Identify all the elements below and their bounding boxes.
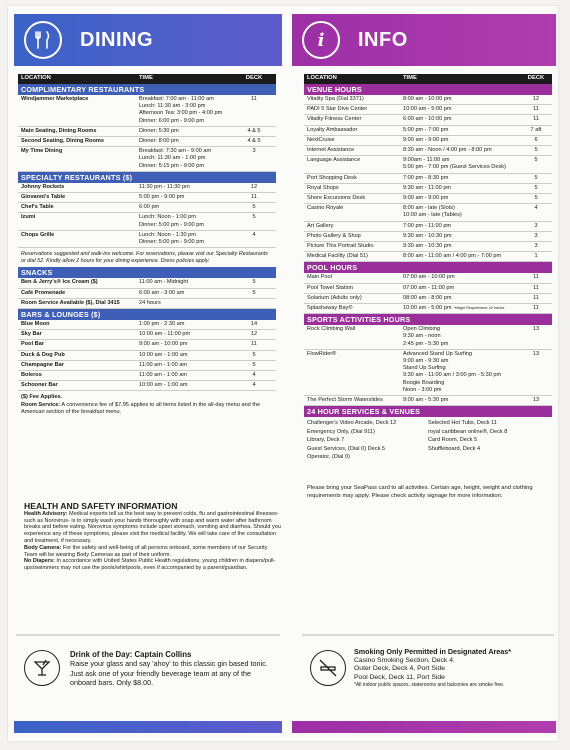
deck-header: DECK	[245, 75, 263, 82]
row-location: Internet Assistance	[307, 147, 355, 154]
specialty-note: Reservations suggested and walk-ins welcome. For reservations, please visit our Specialty Restaurants or dial 52. Kindly allow 2 hours for your dining experience. Dress policies apply.	[21, 251, 268, 264]
row-location: Main Seating, Dining Rooms	[21, 127, 97, 134]
row-deck: 11	[533, 305, 539, 312]
row-time: 07:00 am - 10:00 pm	[403, 274, 455, 281]
row-time: 7:00 pm - 8:30 pm	[403, 174, 449, 181]
row-deck: 13	[532, 350, 540, 357]
snacks-rows	[18, 278, 276, 309]
drink-of-day-box	[16, 634, 280, 724]
sports-section-title: SPORTS ACTIVITIES HOURS	[304, 314, 552, 325]
info-column	[304, 74, 552, 500]
sports-rows	[304, 325, 552, 406]
row-time: 9:00 am - 10:00 pm	[139, 341, 188, 348]
table-row	[18, 193, 276, 203]
info-banner	[292, 14, 556, 66]
service-item: Guest Services, (Dial 0) Deck 5	[307, 445, 386, 452]
row-deck: 3	[534, 232, 538, 239]
row-deck: 5	[252, 279, 256, 286]
row-time: Advanced Stand Up Surfing 9:00 am - 9:30 am Stand Up Surfing 9:30 am - 11:00 am / 3:00 pm - 5:30 pm Boogie Boarding Noon - 3:00 pm	[403, 350, 502, 393]
row-location: Blue Moon	[21, 321, 50, 328]
row-location: Rock Climbing Wall	[307, 326, 356, 333]
location-header: LOCATION	[21, 75, 51, 82]
row-deck: 5	[252, 361, 256, 368]
dining-banner	[14, 14, 282, 66]
cocktail-icon	[24, 650, 60, 686]
row-deck: 7 aft	[530, 126, 542, 133]
row-location: NextCruise	[307, 136, 335, 143]
table-row	[18, 361, 276, 371]
row-location: Vitality Spa (Dial 3371)	[307, 96, 364, 102]
row-location: Windjammer Marketplace	[21, 96, 89, 102]
service-item: Operator, (Dial 0)	[307, 453, 350, 460]
row-location: Boleros	[21, 372, 42, 379]
services-section-title: 24 HOUR SERVICES & VENUES	[304, 406, 552, 417]
smoking-footnote: *All indoor public spaces, staterooms and balconies are smoke free.	[354, 682, 505, 689]
row-deck: 11	[533, 106, 539, 113]
row-time: 07:00 am - 11:00 pm	[403, 284, 455, 291]
info-table-header	[304, 74, 552, 84]
service-item: Selected Hot Tubs, Deck 11	[428, 420, 497, 427]
service-item	[428, 453, 549, 461]
body-camera-label: Body Camera:	[24, 544, 62, 551]
row-time: 9:00 am - 5:30 pm	[403, 397, 449, 404]
info-deck-header: DECK	[527, 75, 545, 82]
table-row	[304, 325, 552, 350]
row-location: Schooner Bar	[21, 382, 58, 389]
table-row	[18, 231, 276, 248]
row-location: Port Shopping Desk	[307, 174, 357, 181]
row-location: Second Seating, Dining Rooms	[21, 138, 104, 145]
table-row	[18, 183, 276, 193]
smoking-location: Casino Smoking Section, Deck 4.	[354, 656, 455, 664]
smoking-text-block	[354, 648, 550, 689]
row-deck: 5	[252, 289, 256, 296]
row-deck: 14	[250, 321, 258, 328]
row-deck: 13	[532, 397, 540, 404]
table-row	[304, 146, 552, 156]
health-title: HEALTH AND SAFETY INFORMATION	[24, 501, 178, 511]
row-time-note: *Height Requirement: 42 inches	[453, 306, 505, 311]
row-deck: 5	[252, 204, 256, 211]
row-deck: 3	[252, 148, 256, 155]
smoking-location: Outer Deck, Deck 4, Port Side	[354, 665, 446, 673]
row-deck: 11	[533, 294, 539, 301]
row-location: Main Pool	[307, 274, 332, 281]
row-deck: 1	[534, 253, 538, 260]
bars-section-title: BARS & LOUNGES ($)	[18, 309, 276, 320]
table-row	[304, 304, 552, 314]
row-deck: 5	[534, 157, 538, 164]
table-row	[18, 340, 276, 350]
row-deck: 12	[532, 96, 540, 102]
row-time: Lunch: Noon - 1:30 pm Dinner: 5:00 pm - 9:00 pm	[139, 231, 204, 246]
table-row	[18, 289, 276, 299]
row-location: The Perfect Storm Waterslides	[307, 397, 383, 404]
row-location: Royal Shops	[307, 184, 339, 191]
specialty-section-title: SPECIALTY RESTAURANTS ($)	[18, 172, 276, 183]
row-time: Open Climbing 9:30 am - noon 2:45 pm - 5:30 pm	[403, 326, 449, 347]
table-row	[304, 294, 552, 304]
row-deck: 5	[534, 184, 538, 191]
row-location: Language Assistance	[307, 157, 361, 164]
no-diapers-text: In accordance with United States Public Health regulations, young children in diapers/pull-ups/swimmers may not use the pools/whirlpools, even if accompanied by a parent/guardian.	[24, 558, 276, 572]
row-location: Picture This Portrait Studio	[307, 243, 374, 250]
table-row	[304, 95, 552, 105]
specialty-rows	[18, 183, 276, 248]
table-row	[18, 320, 276, 330]
table-row	[304, 232, 552, 242]
row-location: Photo Gallery & Shop	[307, 232, 361, 239]
row-time: 9:00 am - 9:00 pm	[403, 136, 449, 143]
dining-footer-bar	[14, 721, 282, 733]
row-location: Pool Towel Station	[307, 284, 353, 291]
room-service-label: Room Service:	[21, 401, 61, 408]
row-deck	[239, 300, 269, 307]
row-location: Johnny Rockets	[21, 183, 65, 190]
row-time: Lunch: Noon - 1:00 pm Dinner: 5:00 pm - 9:00 pm	[139, 214, 204, 228]
time-header: TIME	[139, 75, 153, 82]
row-deck: 3	[534, 243, 538, 250]
table-row	[18, 299, 276, 309]
row-location: PADI 5 Star Dive Center	[307, 106, 368, 113]
row-time: 9:00am - 11:00 am 5:00 pm - 7:00 pm (Guest Services Desk)	[403, 157, 506, 171]
table-row	[18, 137, 276, 147]
info-title: INFO	[358, 28, 408, 51]
daily-planner-page	[8, 6, 558, 741]
row-location: Ben & Jerry's® Ice Cream ($)	[21, 279, 98, 286]
info-footer-bar	[292, 721, 556, 733]
row-deck: 4	[252, 231, 256, 238]
table-row	[18, 127, 276, 137]
table-row	[304, 204, 552, 221]
row-time: 7:00 pm - 11:00 pm	[403, 222, 452, 229]
table-row	[304, 242, 552, 252]
services-list	[304, 417, 552, 463]
row-time: 08:00 am - 8:00 pm	[403, 294, 452, 301]
row-deck: 4	[534, 205, 538, 212]
row-deck: 6	[534, 136, 538, 143]
row-time: Breakfast: 7:30 am - 9:00 am Lunch: 11:30 am - 1:00 pm Dinner: 5:15 pm - 9:00 pm	[139, 148, 212, 169]
smoking-title: Smoking Only Permitted in Designated Areas*	[354, 647, 512, 656]
row-time: 10:00 am - 1:00 am	[139, 351, 188, 358]
row-deck: 12	[250, 183, 258, 190]
service-item: Challenger's Video Arcade, Deck 12	[307, 420, 397, 427]
row-deck: 5	[534, 195, 538, 202]
row-location: Duck & Dog Pub	[21, 351, 65, 358]
row-deck: 5	[252, 351, 256, 358]
venue-rows	[304, 95, 552, 262]
row-time: 10:00 am - 1:00 am	[139, 382, 188, 389]
no-diapers-label: No Diapers:	[24, 558, 55, 565]
row-location: Art Gallery	[307, 222, 334, 229]
table-row	[304, 396, 552, 406]
row-deck: 5	[534, 174, 538, 181]
row-time: 11:30 pm - 11:30 pm	[139, 183, 190, 190]
health-advisory-label: Health Advisory:	[24, 510, 68, 517]
row-time: 8:00 am - late (Slots) 10:00 am - late (Tables)	[403, 205, 462, 219]
table-row	[304, 273, 552, 283]
complimentary-section-title: COMPLIMENTARY RESTAURANTS	[18, 84, 276, 95]
dining-column	[18, 74, 276, 416]
table-row	[304, 222, 552, 232]
table-row	[304, 126, 552, 136]
row-time: 9:30 am - 10:30 pm	[403, 243, 452, 250]
dining-table-header	[18, 74, 276, 84]
row-time: Dinner: 8:00 pm	[139, 138, 179, 145]
row-time: 24 hours	[139, 299, 161, 306]
pool-rows	[304, 273, 552, 314]
row-location: Izumi	[21, 214, 36, 221]
service-item: Emergency Only, (Dial 911)	[307, 428, 375, 435]
seapass-note: Please bring your SeaPass card to all activities. Certain age, height, weight and clothing requirements may apply. Please check activity signage for more information.	[307, 485, 533, 499]
table-row	[18, 95, 276, 127]
row-time: Breakfast: 7:00 am - 11:00 am Lunch: 11:30 am - 3:00 pm Afternoon Tea: 3:00 pm - 4:00 pm Dinner: 6:00 pm - 9:00 pm	[139, 96, 223, 124]
row-location: My Time Dining	[21, 148, 63, 155]
row-time: 1:00 pm - 2:30 am	[139, 321, 185, 328]
row-deck: 11	[251, 194, 257, 201]
row-location: Café Promenade	[21, 289, 66, 296]
table-row	[304, 194, 552, 204]
row-deck: 4	[252, 372, 256, 379]
row-deck: 11	[533, 116, 539, 123]
table-row	[18, 278, 276, 288]
smoking-locations	[354, 657, 550, 683]
complimentary-rows	[18, 95, 276, 172]
row-time: 11:00 am - 1:00 am	[139, 372, 188, 379]
service-item: Card Room, Deck 5	[428, 437, 478, 444]
row-time: 10:00 am - 11:00 pm	[139, 331, 191, 338]
info-location-header: LOCATION	[307, 75, 337, 82]
row-location: Casino Royale	[307, 205, 344, 212]
table-row	[18, 381, 276, 391]
bars-rows	[18, 320, 276, 391]
row-deck: 4 & 5	[247, 127, 261, 134]
row-location: Solarium (Adults only)	[307, 294, 362, 301]
venue-section-title: VENUE HOURS	[304, 84, 552, 95]
table-row	[18, 371, 276, 381]
row-time: 9:30 am - 10:30 pm	[403, 232, 452, 239]
table-row	[18, 351, 276, 361]
pool-section-title: POOL HOURS	[304, 262, 552, 273]
snacks-section-title: SNACKS	[18, 267, 276, 278]
service-item: Shuffleboard, Deck 4	[428, 445, 481, 452]
row-time: 8:00 am - 11:00 am / 4:00 pm - 7:00 pm	[403, 253, 502, 260]
table-row	[18, 213, 276, 230]
dining-title: DINING	[80, 28, 153, 51]
row-deck: 11	[251, 341, 257, 348]
row-time: 6:00 am - 3:00 am	[139, 289, 185, 296]
table-row	[304, 115, 552, 125]
table-row	[18, 203, 276, 213]
fee-applies-text: ($) Fee Applies.	[21, 394, 63, 401]
row-deck: 5	[534, 147, 538, 154]
table-row	[304, 284, 552, 294]
row-time: 5:00 pm - 7:00 pm	[403, 126, 449, 133]
row-time: 9:00 am - 9:00 pm	[403, 195, 449, 202]
row-time: Dinner: 5:30 pm	[139, 127, 179, 134]
table-row	[304, 174, 552, 184]
row-location: Shore Excursions Desk	[307, 195, 366, 202]
body-camera-text: For the safety and well-being of all persons onboard, some members of our Security Team will be wearing Body Cameras as part of their uniform.	[24, 544, 268, 558]
table-row	[304, 350, 552, 396]
row-location: Sky Bar	[21, 331, 42, 338]
row-deck: 12	[250, 331, 258, 338]
row-time: 8:30 am - Noon / 4:00 pm - 8:00 pm	[403, 147, 492, 154]
smoking-location: Pool Deck, Deck 11, Port Side	[354, 673, 445, 681]
table-row	[304, 252, 552, 262]
row-location: Splashaway Bay®	[307, 305, 353, 312]
row-deck: 3	[534, 222, 538, 229]
room-service-text: A convenience fee of $7.95 applies to all items listed in the all-day menu and the American section of the breakfast menu.	[21, 401, 261, 415]
fee-note	[18, 391, 276, 416]
row-deck: 13	[532, 326, 540, 333]
service-item: Library, Deck 7	[307, 437, 345, 444]
row-location: Pool Bar	[21, 341, 45, 348]
row-time: 6:00 am - 10:00 pm	[403, 116, 452, 123]
row-time: 10:00 am - 5:00 pm	[403, 305, 452, 312]
table-row	[304, 136, 552, 146]
info-time-header: TIME	[403, 75, 417, 82]
service-item: royal caribbean online®, Deck 8	[428, 428, 508, 435]
smoking-box	[302, 634, 554, 724]
row-location: Giovanni's Table	[21, 194, 66, 201]
row-time: 5:00 pm - 9:00 pm	[139, 194, 185, 201]
drink-title: Drink of the Day: Captain Collins	[70, 650, 192, 659]
table-row	[18, 330, 276, 340]
row-time: 8:00 am - 10:00 pm	[403, 96, 452, 102]
drink-text-block	[70, 650, 276, 688]
drink-description: Raise your glass and say 'ahoy' to this classic gin based tonic. Just ask one of your friendly beverage team at any of the onboard bars. Only $8.00.	[70, 659, 268, 688]
row-time: 6:00 pm	[139, 204, 160, 211]
health-advisory-text: Medical experts tell us the best way to prevent colds, flu and gastrointestinal illnesses- such as Norovirus- is to simply wash your hands thoroughly with soap and warm water after bathroom breaks and before eating. Norovirus symptoms include upset stomach, vomiting and diarrhea. Should you experience any of these symptoms, please visit the medical facility. We will take care of the consultation and treatment, if necessary.	[24, 510, 281, 544]
no-smoking-icon	[310, 650, 346, 686]
row-location: FlowRider®	[307, 350, 337, 357]
row-deck: 11	[533, 274, 539, 281]
row-location: Medical Facility (Dial 51)	[307, 253, 368, 260]
row-time: 10:00 am - 5:00 pm	[403, 106, 452, 113]
row-deck: 4 & 5	[247, 138, 261, 145]
row-location: Chef's Table	[21, 204, 54, 211]
row-location: Loyalty Ambassador	[307, 126, 358, 133]
row-time: 11:00 am - Midnight	[139, 279, 189, 286]
table-row	[304, 184, 552, 194]
row-deck: 11	[533, 284, 539, 291]
row-location: Vitality Fitness Center	[307, 116, 362, 123]
row-time: 11:00 am - 1:00 am	[139, 361, 188, 368]
row-deck: 5	[252, 214, 256, 221]
row-location: Room Service Available ($), Dial 3415	[21, 299, 120, 306]
health-safety-section	[24, 500, 282, 572]
info-icon: i	[302, 21, 340, 59]
table-row	[304, 105, 552, 115]
row-location: Champagne Bar	[21, 361, 64, 368]
fork-knife-icon	[24, 21, 62, 59]
row-deck: 4	[252, 382, 256, 389]
row-location: Chops Grille	[21, 231, 55, 238]
row-deck: 11	[251, 96, 257, 102]
table-row	[18, 147, 276, 172]
table-row	[304, 156, 552, 173]
row-time: 9:30 am - 11:00 pm	[403, 184, 452, 191]
